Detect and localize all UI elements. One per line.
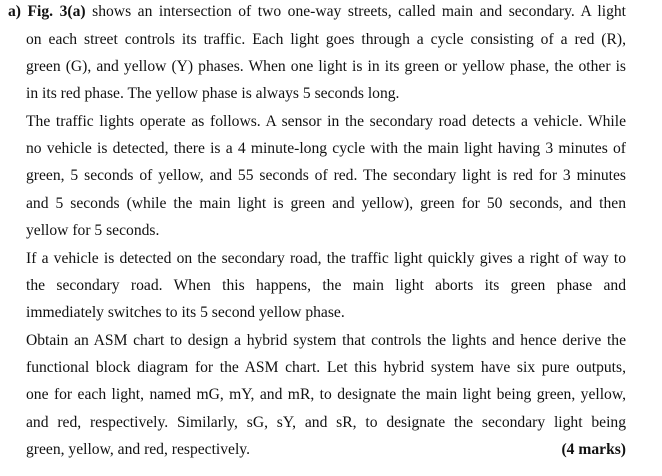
text-line: in its red phase. The yellow phase is always 5 seconds long.: [26, 85, 400, 102]
marks-label: (4 marks): [561, 441, 626, 458]
question-label: a) Fig. 3(a): [8, 3, 86, 20]
text-line: yellow for 5 seconds.: [26, 222, 160, 239]
text-line-last: green, yellow, and red, respectively. (4 marks): [26, 441, 626, 458]
text-line: on each street controls its traffic. Each light goes through a cycle consisting of a red (R),: [26, 31, 626, 48]
text-line: green, 5 seconds of yellow, and 55 seconds of red. The secondary light is red for 3 minutes: [26, 167, 626, 184]
text-line: The traffic lights operate as follows. A sensor in the secondary road detects a vehicle. While: [26, 113, 626, 130]
text-line: immediately switches to its 5 second yellow phase.: [26, 304, 345, 321]
text-line: one for each light, named mG, mY, and mR, to designate the main light being green, yellow,: [26, 386, 626, 403]
text-line: the secondary road. When this happens, the main light aborts its green phase and: [26, 277, 626, 294]
text-line: and red, respectively. Similarly, sG, sY, and sR, to designate the secondary light being: [26, 414, 626, 431]
text-line: no vehicle is detected, there is a 4 minute-long cycle with the main light having 3 minutes of: [26, 140, 626, 157]
text-line: and 5 seconds (while the main light is green and yellow), green for 50 seconds, and then: [26, 195, 626, 212]
text-line: If a vehicle is detected on the secondary road, the traffic light quickly gives a right of way to: [26, 250, 626, 267]
text-line: a) Fig. 3(a) shows an intersection of two one-way streets, called main and secondary. A light: [8, 3, 626, 20]
text-line: Obtain an ASM chart to design a hybrid system that controls the lights and hence derive the: [26, 332, 626, 349]
text-line: green (G), and yellow (Y) phases. When one light is in its green or yellow phase, the other is: [26, 58, 626, 75]
text-line: functional block diagram for the ASM chart. Let this hybrid system have six pure outputs,: [26, 359, 626, 376]
